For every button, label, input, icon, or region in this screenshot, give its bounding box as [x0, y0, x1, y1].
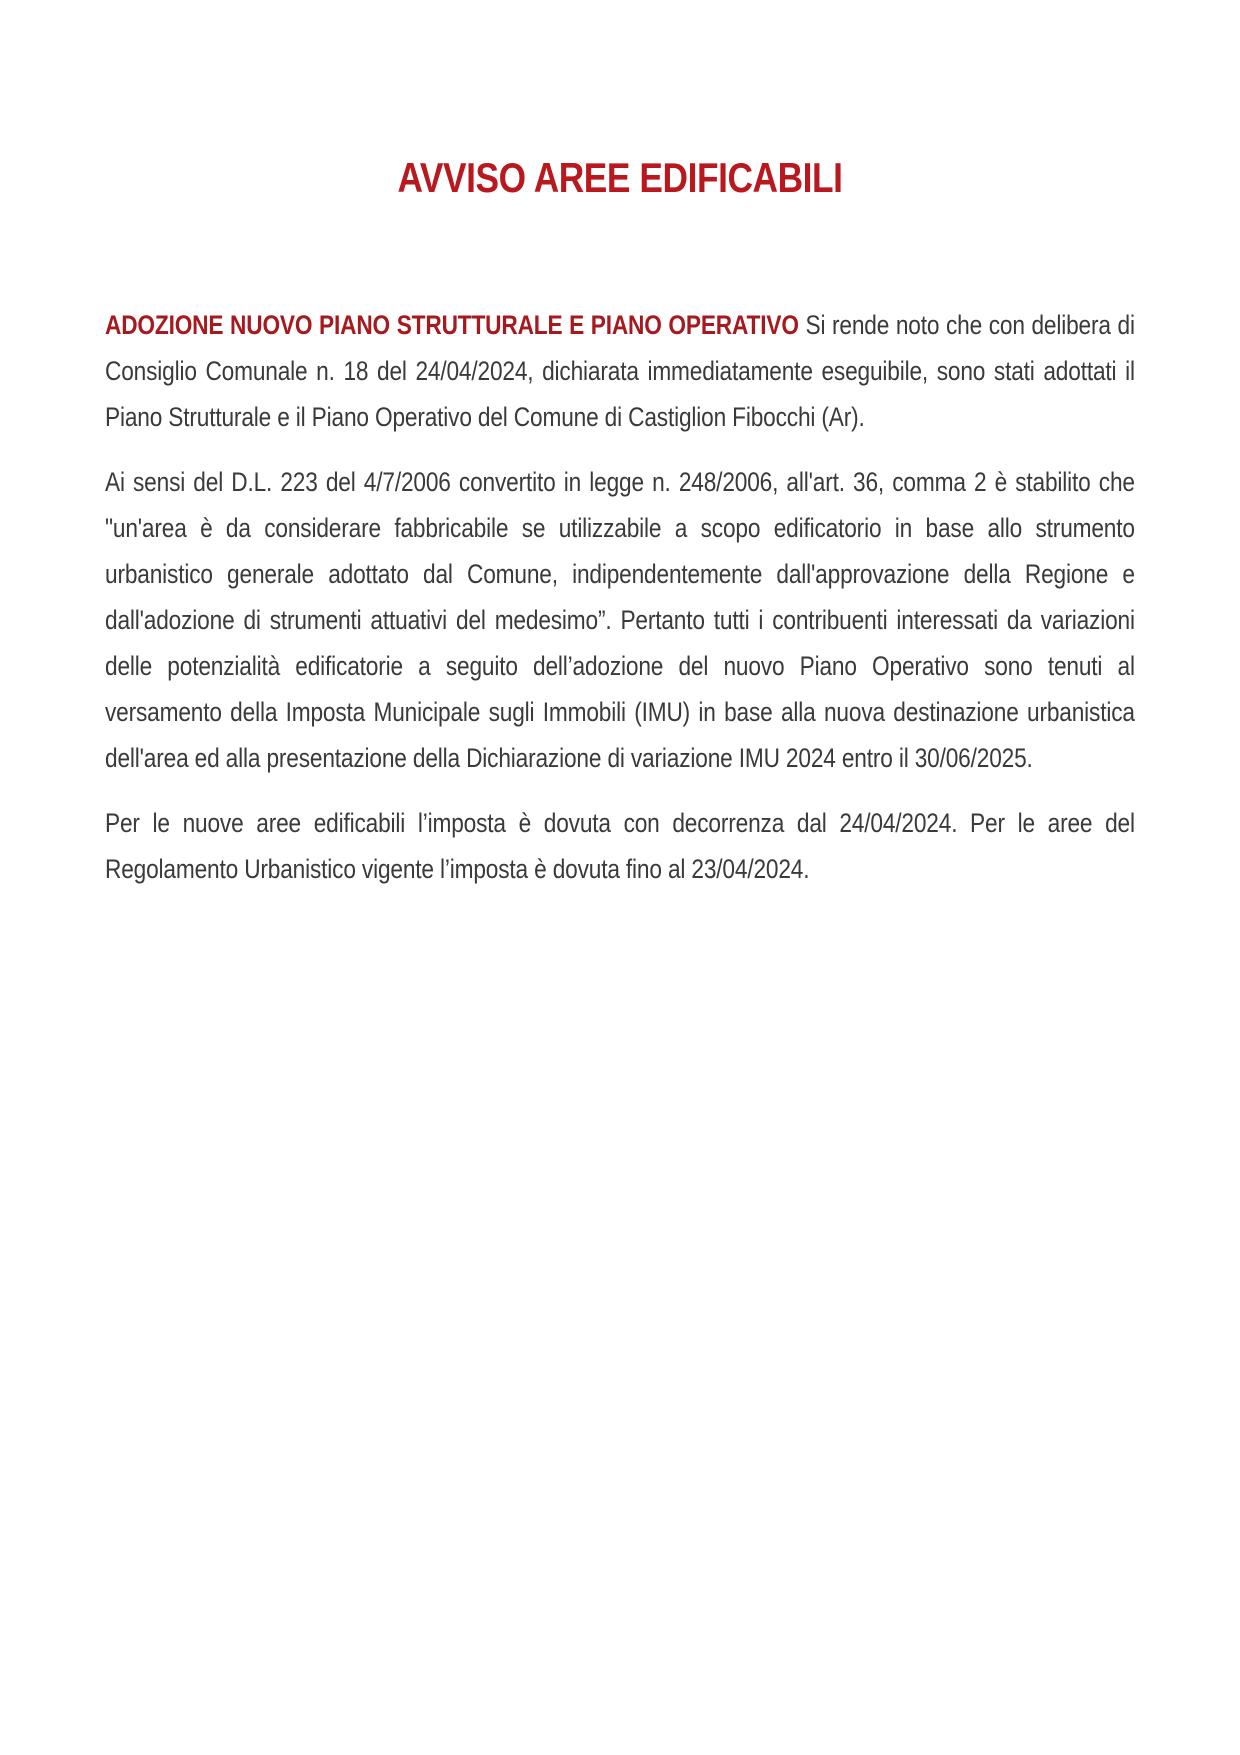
notice-paragraph-decorrenza: [105, 800, 1135, 892]
notice-body: [105, 302, 1135, 892]
paragraph-text: Per le nuove aree edificabili l’imposta è dovuta con decorrenza dal 24/04/2024. Per le aree del Regolamento Urbanistico vigente l’imposta è dovuta fino al 23/04/2024.: [105, 808, 1135, 884]
paragraph-text: Ai sensi del D.L. 223 del 4/7/2006 convertito in legge n. 248/2006, all'art. 36, comma 2 è stabilito che "un'area è da considerare fabbricabile se utilizzabile a scopo edificatorio in base allo strumento urbanistico generale adottato dal Comune, indipendentemente dall'approvazione della Regione e dall'adozione di strumenti attuativi del medesimo”. Pertanto tutti i contribuenti interessati da variazioni delle potenzialità edificatorie a seguito dell’adozione del nuovo Piano Operativo sono tenuti al versamento della Imposta Municipale sugli Immobili (IMU) in base alla nuova destinazione urbanistica dell'area ed alla presentazione della Dichiarazione di variazione IMU 2024 entro il 30/06/2025.: [105, 467, 1135, 773]
paragraph-text: Si rende noto che con delibera di Consiglio Comunale n. 18 del 24/04/2024, dichiarata immediatamente eseguibile, sono stati adottati il Piano Strutturale e il Piano Operativo del Comune di Castiglion Fibocchi (Ar).: [105, 310, 1135, 432]
notice-paragraph-legge: [105, 459, 1135, 781]
notice-paragraph-adozione: [105, 302, 1135, 440]
paragraph-lead: ADOZIONE NUOVO PIANO STRUTTURALE E PIANO OPERATIVO: [105, 310, 799, 340]
page-title: AVVISO AREE EDIFICABILI: [397, 154, 843, 201]
